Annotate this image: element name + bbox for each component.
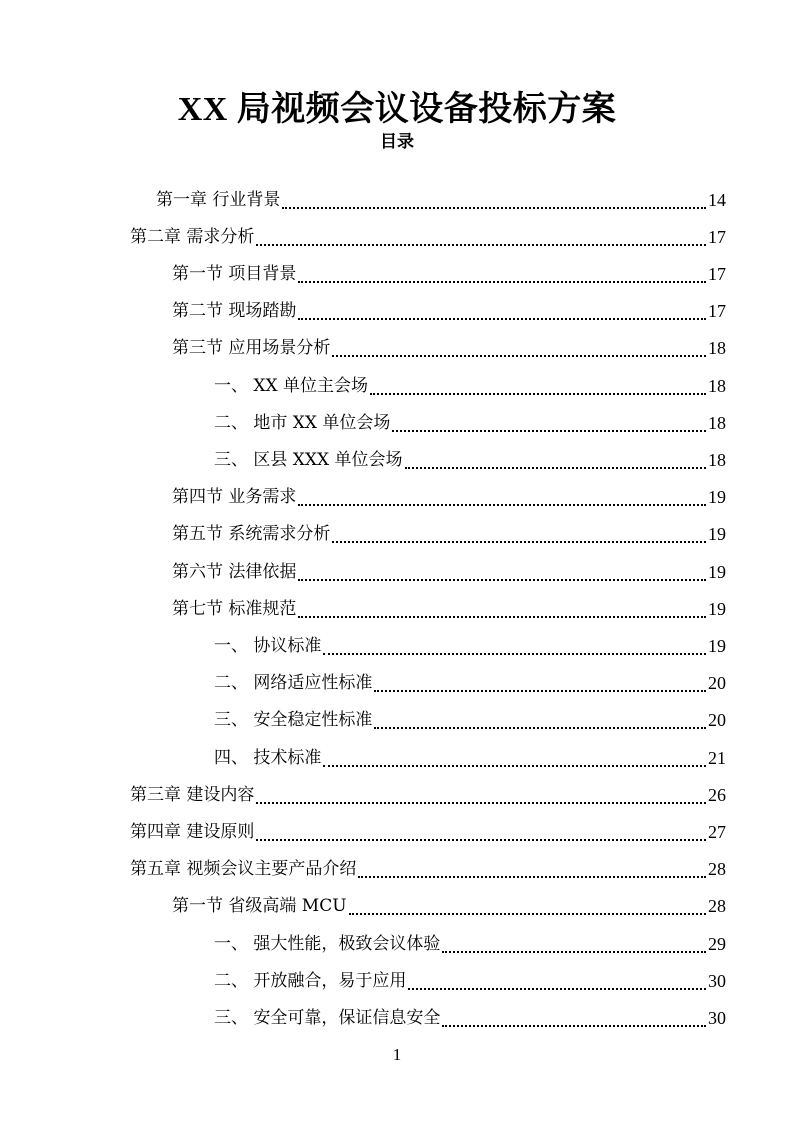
dot-leader <box>370 383 706 395</box>
toc-entry[interactable] <box>130 776 726 813</box>
toc-entry-label: 一、 强大性能，极致会议体验 <box>214 933 441 954</box>
dot-leader <box>323 643 706 655</box>
toc-entry-label: 一、 协议标准 <box>214 635 322 656</box>
toc-entry-page: 18 <box>708 412 726 433</box>
toc-entry-page: 30 <box>708 970 726 991</box>
page-number: 1 <box>392 1045 402 1064</box>
toc-entry-page: 28 <box>708 859 726 880</box>
toc-entry[interactable] <box>172 553 726 590</box>
toc-entry-label: 第六节 法律依据 <box>172 561 297 582</box>
toc-entry-page: 17 <box>708 263 726 284</box>
toc-entry[interactable] <box>130 218 726 255</box>
toc-entry[interactable] <box>172 516 726 553</box>
toc-entry-page: 30 <box>708 1007 726 1028</box>
toc-entry[interactable] <box>172 330 726 367</box>
toc-entry[interactable] <box>214 441 726 478</box>
toc-entry[interactable] <box>156 181 726 218</box>
toc-entry-label: 一、 XX 单位主会场 <box>214 375 369 396</box>
toc-entry-label: 第三节 应用场景分析 <box>172 338 331 359</box>
document-title: XX 局视频会议设备投标方案 <box>177 91 617 128</box>
toc-entry-page: 19 <box>708 524 726 545</box>
toc-entry-page: 28 <box>708 896 726 917</box>
dot-leader <box>392 420 706 432</box>
toc-entry[interactable] <box>130 813 726 850</box>
toc-entry-label: 第七节 标准规范 <box>172 598 297 619</box>
toc-entry[interactable] <box>130 851 726 888</box>
dot-leader <box>332 345 706 357</box>
toc-entry[interactable] <box>214 702 726 739</box>
toc-entry-label: 第二节 现场踏勘 <box>172 301 297 322</box>
toc-entry-label: 二、 网络适应性标准 <box>214 673 373 694</box>
toc-entry-label: 三、 安全稳定性标准 <box>214 710 373 731</box>
toc-entry-page: 19 <box>708 598 726 619</box>
toc-entry-label: 第五节 系统需求分析 <box>172 524 331 545</box>
toc-entry-label: 四、 技术标准 <box>214 747 322 768</box>
dot-leader <box>358 866 706 878</box>
dot-leader <box>374 680 706 692</box>
toc-entry-label: 第五章 视频会议主要产品介绍 <box>130 859 357 880</box>
dot-leader <box>349 903 706 915</box>
toc-entry-page: 18 <box>708 375 726 396</box>
dot-leader <box>256 829 706 841</box>
toc-entry[interactable] <box>214 627 726 664</box>
toc-entry[interactable] <box>214 962 726 999</box>
toc-entry[interactable] <box>214 999 726 1036</box>
toc-entry-label: 三、 安全可靠，保证信息安全 <box>214 1007 441 1028</box>
toc-entry-page: 29 <box>708 933 726 954</box>
toc-entry-page: 27 <box>708 821 726 842</box>
toc-entry-label: 第四节 业务需求 <box>172 487 297 508</box>
toc-entry-page: 18 <box>708 338 726 359</box>
dot-leader <box>405 457 706 469</box>
toc-entry-label: 第一节 省级高端 MCU <box>172 896 347 917</box>
dot-leader <box>298 569 706 581</box>
toc-entry[interactable] <box>172 293 726 330</box>
dot-leader <box>298 494 706 506</box>
toc-entry-label: 三、 区县 XXX 单位会场 <box>214 449 403 470</box>
dot-leader <box>298 271 706 283</box>
dot-leader <box>298 308 706 320</box>
toc-entry-page: 17 <box>708 301 726 322</box>
toc-entry[interactable] <box>214 665 726 702</box>
dot-leader <box>298 606 706 618</box>
toc-entry-label: 二、 地市 XX 单位会场 <box>214 412 391 433</box>
dot-leader <box>374 717 706 729</box>
toc-entry-label: 第四章 建设原则 <box>130 821 255 842</box>
toc-entry[interactable] <box>172 255 726 292</box>
toc-entry[interactable] <box>172 590 726 627</box>
toc-entry-label: 第一节 项目背景 <box>172 263 297 284</box>
toc-entry-page: 20 <box>708 673 726 694</box>
toc-entry[interactable] <box>172 888 726 925</box>
dot-leader <box>408 978 706 990</box>
toc-entry-page: 17 <box>708 226 726 247</box>
toc-entry-label: 第三章 建设内容 <box>130 784 255 805</box>
toc-entry[interactable] <box>214 925 726 962</box>
dot-leader <box>256 792 706 804</box>
dot-leader <box>323 755 706 767</box>
dot-leader <box>256 234 706 246</box>
toc-entry-page: 19 <box>708 635 726 656</box>
toc-entry[interactable] <box>214 367 726 404</box>
toc-entry[interactable] <box>214 739 726 776</box>
toc-heading: 目录 <box>380 132 414 152</box>
toc-entry[interactable] <box>214 404 726 441</box>
toc-entry-label: 第一章 行业背景 <box>156 189 281 210</box>
toc-entry-page: 21 <box>708 747 726 768</box>
toc-entry-page: 18 <box>708 449 726 470</box>
dot-leader <box>332 531 706 543</box>
dot-leader <box>282 197 706 209</box>
toc-entry-label: 第二章 需求分析 <box>130 226 255 247</box>
toc-entry-page: 26 <box>708 784 726 805</box>
dot-leader <box>442 1015 706 1027</box>
dot-leader <box>442 941 706 953</box>
toc-entry-page: 19 <box>708 561 726 582</box>
toc-entry-page: 14 <box>708 189 726 210</box>
toc-entry[interactable] <box>172 479 726 516</box>
toc-entry-page: 20 <box>708 710 726 731</box>
toc-entry-page: 19 <box>708 487 726 508</box>
toc-entry-label: 二、 开放融合，易于应用 <box>214 970 407 991</box>
